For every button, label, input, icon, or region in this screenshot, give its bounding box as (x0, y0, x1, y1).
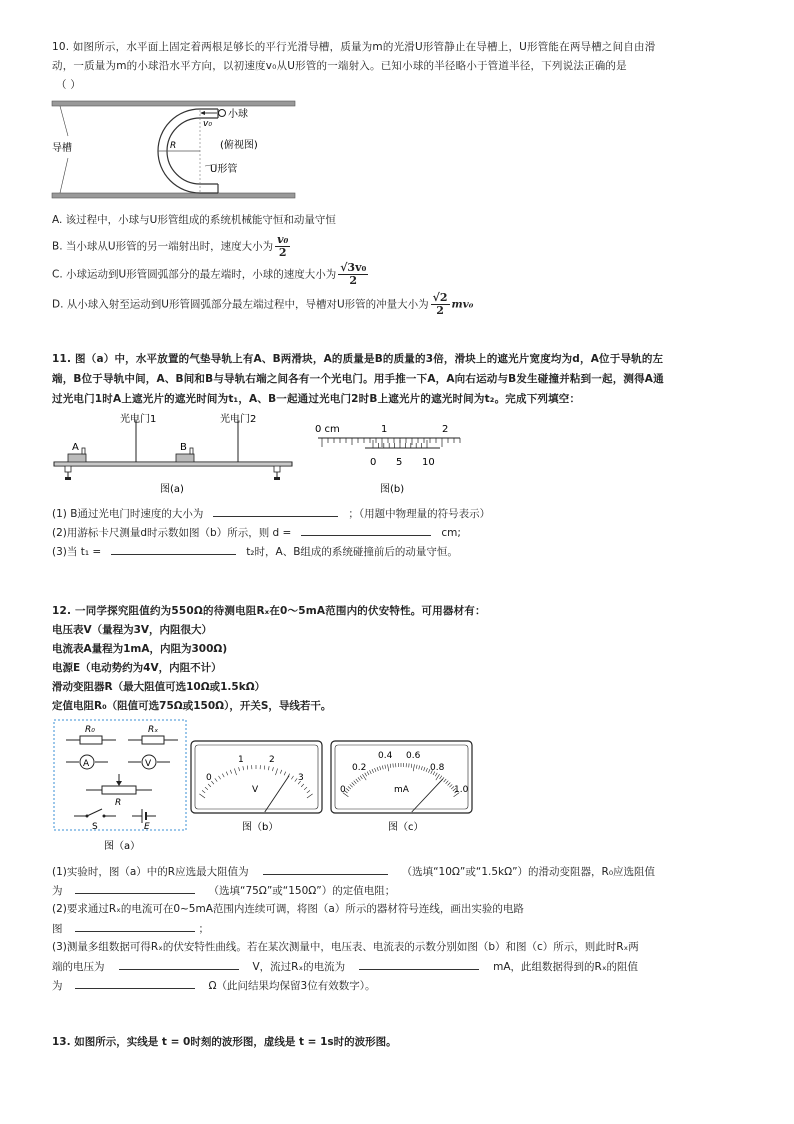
q12-sub3-line3: 为 Ω（此问结果均保留3位有效数字）。 (52, 976, 375, 995)
q12-components-figure (52, 718, 190, 856)
q10-label-groove: 导槽 (52, 143, 72, 154)
q11-stem-line1: 11. 图（a）中，水平放置的气垫导轨上有A、B两滑块，A的质量是B的质量的3倍，滑块上的遮光片宽度均为d，A位于导轨的左 (52, 353, 664, 365)
q12-equip-voltmeter: 电压表V（量程为3V，内阻很大） (52, 624, 213, 636)
q11-vernier-label-5: 5 (396, 457, 403, 468)
q11-main-label-2: 2 (442, 424, 449, 435)
q12-sub3-line2: 端的电压为 V，流过Rₓ的电流为 mA，此组数据得到的Rₓ的阻值 (52, 957, 638, 976)
q12-caption-c: 图（c） (388, 822, 424, 833)
q10-answer-bracket: （ ） (56, 79, 81, 91)
q12-volt-tick-2: 2 (269, 755, 275, 765)
q11-label-B: B (180, 442, 187, 453)
q11-sub2: (2)用游标卡尺测量d时示数如图（b）所示，则 d = cm; (52, 523, 461, 542)
q12-caption-a: 图（a） (104, 841, 141, 852)
q12-label-E: E (144, 822, 150, 832)
q12-volt-tick-3: 3 (298, 773, 304, 783)
q11-sub3-blank[interactable] (111, 542, 236, 555)
q12-volt-unit: V (252, 785, 259, 795)
q10-option-c: C. 小球运动到U形管圆弧部分的最左端时，小球的速度大小为 $\frac{\text{√3v₀}}{2}$ (52, 261, 367, 287)
q11-airtrack-figure (50, 410, 300, 495)
q11-main-label-1: 1 (381, 424, 388, 435)
q11-sub1: (1) B通过光电门时速度的大小为 ；（用题中物理量的符号表示） (52, 504, 490, 523)
q11-main-label-0cm: 0 cm (315, 424, 340, 435)
q10-label-v0: v₀ (203, 119, 212, 129)
q12-sub1-line1: (1)实验时，图（a）中的R应选最大阻值为 （选填“10Ω”或“1.5kΩ”）的滑动变阻器，R₀应选阻值 (52, 862, 655, 881)
q10-option-d: D. 从小球入射至运动到U形管圆弧部分最左端过程中，导槽对U形管的冲量大小为 $\frac{√2}{2}$ mv₀ (52, 291, 474, 317)
q12-amp-tick-08: 0.8 (430, 763, 445, 773)
q11-sub3: (3)当 t₁ = t₂时，A、B组成的系统碰撞前后的动量守恒。 (52, 542, 458, 561)
q12-sub3-line1: (3)测量多组数据可得Rₓ的伏安特性曲线。若在某次测量中，电压表、电流表的示数分别如图（b）和图（c）所示，则此时Rₓ两 (52, 941, 639, 953)
q10-label-ball: 小球 (228, 109, 248, 120)
q12-amp-tick-06: 0.6 (406, 751, 421, 761)
q11-vernier-scale-ticks (373, 440, 427, 448)
q12-caption-b: 图（b） (242, 822, 279, 833)
q12-equip-rheostat: 滑动变阻器R（最大阻值可选10Ω或1.5kΩ） (52, 681, 266, 693)
q12-sub1-blank2[interactable] (75, 881, 195, 894)
q12-amp-unit: mA (394, 785, 409, 795)
q10-label-R: R (170, 141, 177, 151)
q12-label-V: V (145, 759, 152, 769)
q12-label-A: A (83, 759, 90, 769)
q11-label-gate2: 光电门2 (220, 414, 257, 425)
q12-label-S: S (92, 822, 98, 832)
q12-sub3-blank2[interactable] (359, 957, 479, 970)
q11-vernier-label-0: 0 (370, 457, 377, 468)
q11-main-scale-ticks (322, 438, 460, 447)
q12-voltmeter-figure (190, 740, 325, 835)
q11-stem-line3: 过光电门1时A上遮光片的遮光时间为t₁，A、B一起通过光电门2时B上遮光片的遮光时间为t₂。完成下列填空： (52, 393, 581, 405)
q10-stem-line1: 10. 如图所示，水平面上固定着两根足够长的平行光滑导槽，质量为m的光滑U形管静止在导槽上，U形管能在两导槽之间自由滑 (52, 41, 656, 53)
q12-label-Rx: Rₓ (148, 725, 159, 735)
q11-caption-b: 图(b) (380, 484, 405, 495)
q12-amp-tick-0: 0 (340, 785, 346, 795)
q11-label-gate1: 光电门1 (120, 414, 157, 425)
q12-sub2-line2: 图 ； (52, 919, 209, 938)
q10-label-utube: U形管 (210, 164, 238, 175)
q12-equip-source: 电源E（电动势约为4V，内阻不计） (52, 662, 222, 674)
q10-option-b: B. 当小球从U形管的另一端射出时，速度大小为 $\frac{\text{v₀}}{2}$ (52, 233, 289, 259)
q12-volt-tick-1: 1 (238, 755, 244, 765)
q12-ammeter-figure (330, 740, 475, 835)
q12-stem-line1: 12. 一同学探究阻值约为550Ω的待测电阻Rₓ在0～5mA范围内的伏安特性。可用器材有： (52, 605, 486, 617)
q10-option-a: A. 该过程中，小球与U形管组成的系统机械能守恒和动量守恒 (52, 214, 336, 226)
q12-equip-resistor: 定值电阻R₀（阻值可选75Ω或150Ω），开关S，导线若干。 (52, 700, 332, 712)
q12-volt-tick-0: 0 (206, 773, 212, 783)
q10-label-view: (俯视图) (220, 140, 258, 151)
q12-sub3-blank1[interactable] (119, 957, 239, 970)
q11-sub1-blank[interactable] (213, 504, 338, 517)
q11-sub2-blank[interactable] (301, 523, 431, 536)
q12-equip-ammeter: 电流表A量程为1mA，内阻为300Ω) (52, 643, 228, 655)
q11-vernier-figure (310, 420, 470, 495)
q12-sub3-blank3[interactable] (75, 976, 195, 989)
q12-amp-tick-02: 0.2 (352, 763, 367, 773)
q12-sub2-line1: (2)要求通过Rₓ的电流可在0~5mA范围内连续可调，将图（a）所示的器材符号连线，画出实验的电路 (52, 903, 524, 915)
q12-sub1-line2: 为 （选填“75Ω”或“150Ω”）的定值电阻； (52, 881, 395, 900)
q13-stem-line1: 13. 如图所示，实线是 t = 0时刻的波形图，虚线是 t = 1s时的波形图。 (52, 1036, 397, 1048)
q12-label-R: R (115, 798, 122, 808)
q11-label-A: A (72, 442, 79, 453)
q11-vernier-label-10: 10 (422, 457, 435, 468)
q12-label-R0: R₀ (85, 725, 95, 735)
q12-sub2-blank[interactable] (75, 919, 195, 932)
q12-sub1-blank1[interactable] (263, 862, 388, 875)
q10-stem-line2: 动，一质量为m的小球沿水平方向，以初速度v₀从U形管的一端射入。已知小球的半径略小于管道半径，下列说法正确的是 (52, 60, 627, 72)
q12-amp-tick-04: 0.4 (378, 751, 393, 761)
q12-amp-tick-10: 1.0 (454, 785, 469, 795)
q11-caption-a: 图(a) (160, 484, 184, 495)
q11-stem-line2: 端，B位于导轨中间，A、B间和B与导轨右端之间各有一个光电门。用手推一下A，A向右运动与B发生碰撞并粘到一起，测得A通 (52, 373, 664, 385)
q10-utube-figure (50, 96, 300, 206)
